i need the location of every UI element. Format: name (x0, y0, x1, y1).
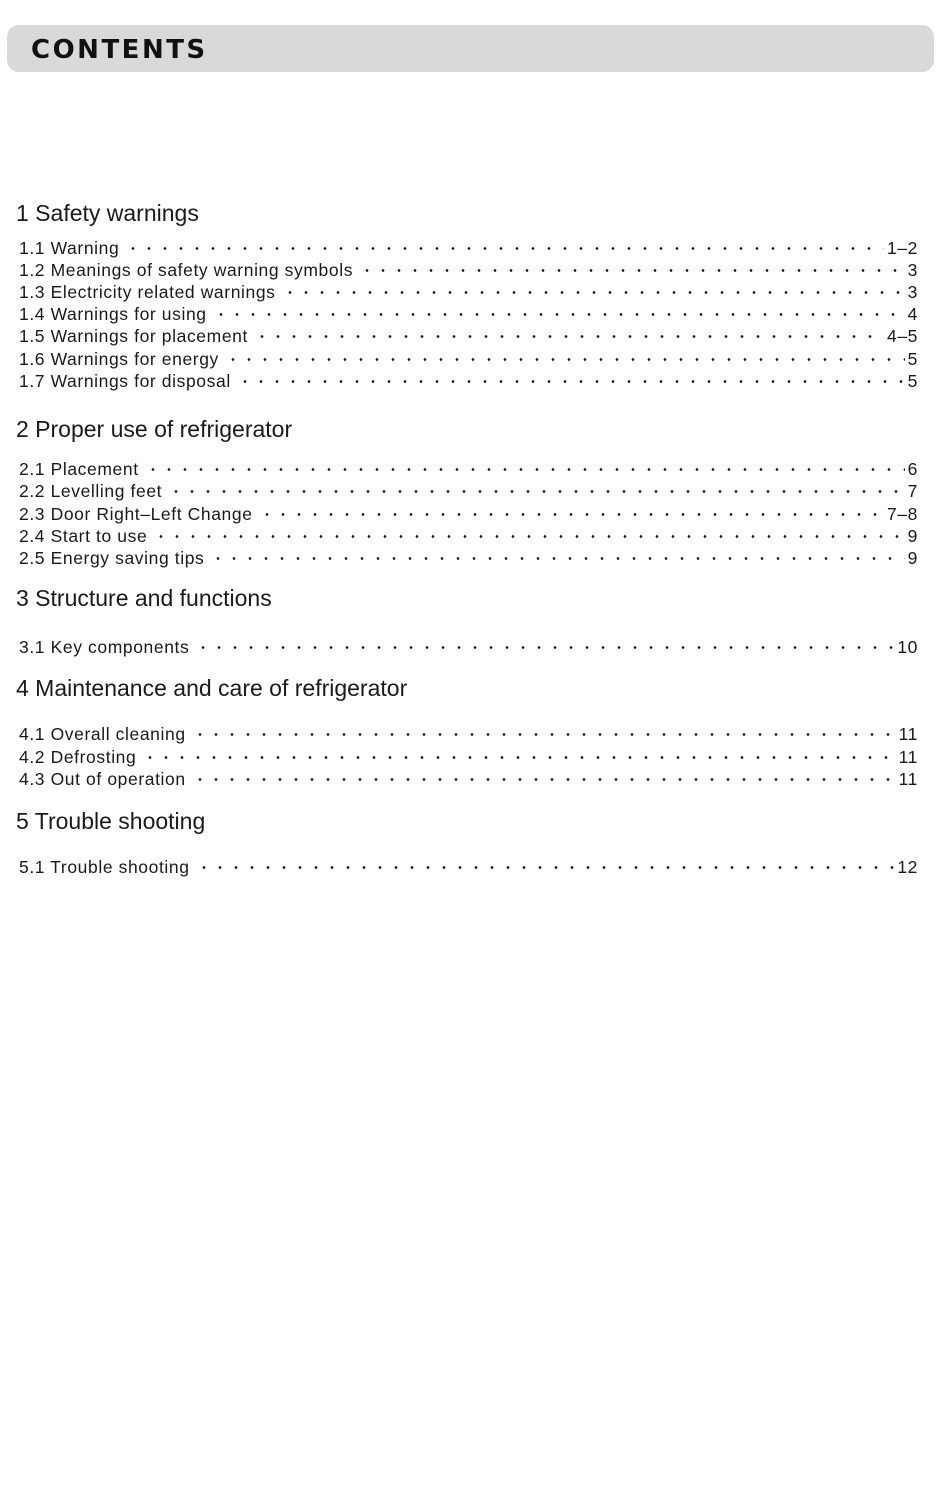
toc-entry[interactable] (19, 325, 918, 347)
toc-entry[interactable] (19, 259, 918, 281)
toc-entry-page: 4–5 (887, 326, 918, 346)
toc-entry-label: 1.2 Meanings of safety warning symbols (19, 260, 354, 280)
toc-entry-page: 9 (907, 548, 918, 568)
toc-entry[interactable] (19, 503, 918, 525)
dot-leader (280, 281, 905, 303)
toc-entry-page: 5 (907, 371, 918, 391)
dot-leader (193, 636, 894, 658)
toc-entry-page: 10 (897, 637, 918, 657)
toc-entry[interactable] (19, 480, 918, 502)
section-title-structure: 3 Structure and functions (16, 585, 272, 611)
toc-entry-label: 2.3 Door Right–Left Change (19, 504, 253, 524)
toc-entry-page: 7–8 (887, 504, 918, 524)
page-title: CONTENTS (31, 35, 208, 65)
toc-entry[interactable] (19, 723, 918, 745)
section-title-proper-use: 2 Proper use of refrigerator (16, 416, 293, 442)
toc-entry-label: 2.1 Placement (19, 459, 139, 479)
toc-entry-page: 7 (907, 481, 918, 501)
toc-entry-page: 5 (907, 349, 918, 369)
toc-entry-page: 11 (898, 769, 918, 789)
toc-entry[interactable] (19, 746, 918, 768)
toc-entry[interactable] (19, 348, 918, 370)
toc-entry[interactable] (19, 303, 918, 325)
dot-leader (166, 480, 905, 502)
toc-entry[interactable] (19, 237, 918, 259)
toc-entry-label: 2.2 Levelling feet (19, 481, 163, 501)
dot-leader (123, 237, 884, 259)
dot-leader (252, 325, 884, 347)
dot-leader (190, 768, 896, 790)
contents-header-bar (7, 25, 934, 72)
toc-entry[interactable] (19, 458, 918, 480)
toc-entry[interactable] (19, 281, 918, 303)
toc-entry-label: 4.3 Out of operation (19, 769, 186, 789)
toc-entry-page: 9 (907, 526, 918, 546)
section-title-maintenance: 4 Maintenance and care of refrigerator (16, 675, 408, 701)
toc-entry[interactable] (19, 547, 918, 569)
toc-entry-label: 1.4 Warnings for using (19, 304, 207, 324)
dot-leader (194, 856, 895, 878)
toc-entry-label: 1.5 Warnings for placement (19, 326, 248, 346)
toc-entry[interactable] (19, 525, 918, 547)
dot-leader (235, 370, 905, 392)
toc-entry-label: 1.7 Warnings for disposal (19, 371, 231, 391)
toc-entry-label: 1.3 Electricity related warnings (19, 282, 276, 302)
toc-entry[interactable] (19, 636, 918, 658)
dot-leader (151, 525, 904, 547)
toc-entry-page: 3 (907, 260, 918, 280)
toc-entry-page: 6 (907, 459, 918, 479)
dot-leader (357, 259, 905, 281)
toc-entry[interactable] (19, 370, 918, 392)
toc-entry-page: 4 (907, 304, 918, 324)
toc-entry-page: 11 (898, 724, 918, 744)
toc-entry-label: 1.1 Warning (19, 238, 120, 258)
dot-leader (143, 458, 905, 480)
section-title-trouble-shooting: 5 Trouble shooting (16, 808, 206, 834)
toc-entry[interactable] (19, 768, 918, 790)
toc-entry-page: 11 (898, 747, 918, 767)
toc-entry-label: 4.2 Defrosting (19, 747, 137, 767)
dot-leader (140, 746, 895, 768)
section-title-safety-warnings: 1 Safety warnings (16, 200, 199, 226)
toc-entry-label: 3.1 Key components (19, 637, 190, 657)
toc-entry-label: 1.6 Warnings for energy (19, 349, 219, 369)
toc-entry-page: 1–2 (887, 238, 918, 258)
toc-entry[interactable] (19, 856, 918, 878)
toc-entry-label: 5.1 Trouble shooting (19, 857, 190, 877)
toc-entry-label: 2.4 Start to use (19, 526, 148, 546)
dot-leader (257, 503, 884, 525)
toc-entry-label: 2.5 Energy saving tips (19, 548, 205, 568)
dot-leader (190, 723, 896, 745)
dot-leader (223, 348, 905, 370)
toc-entry-page: 3 (907, 282, 918, 302)
dot-leader (211, 303, 905, 325)
toc-entry-label: 4.1 Overall cleaning (19, 724, 186, 744)
dot-leader (208, 547, 904, 569)
toc-entry-page: 12 (897, 857, 918, 877)
